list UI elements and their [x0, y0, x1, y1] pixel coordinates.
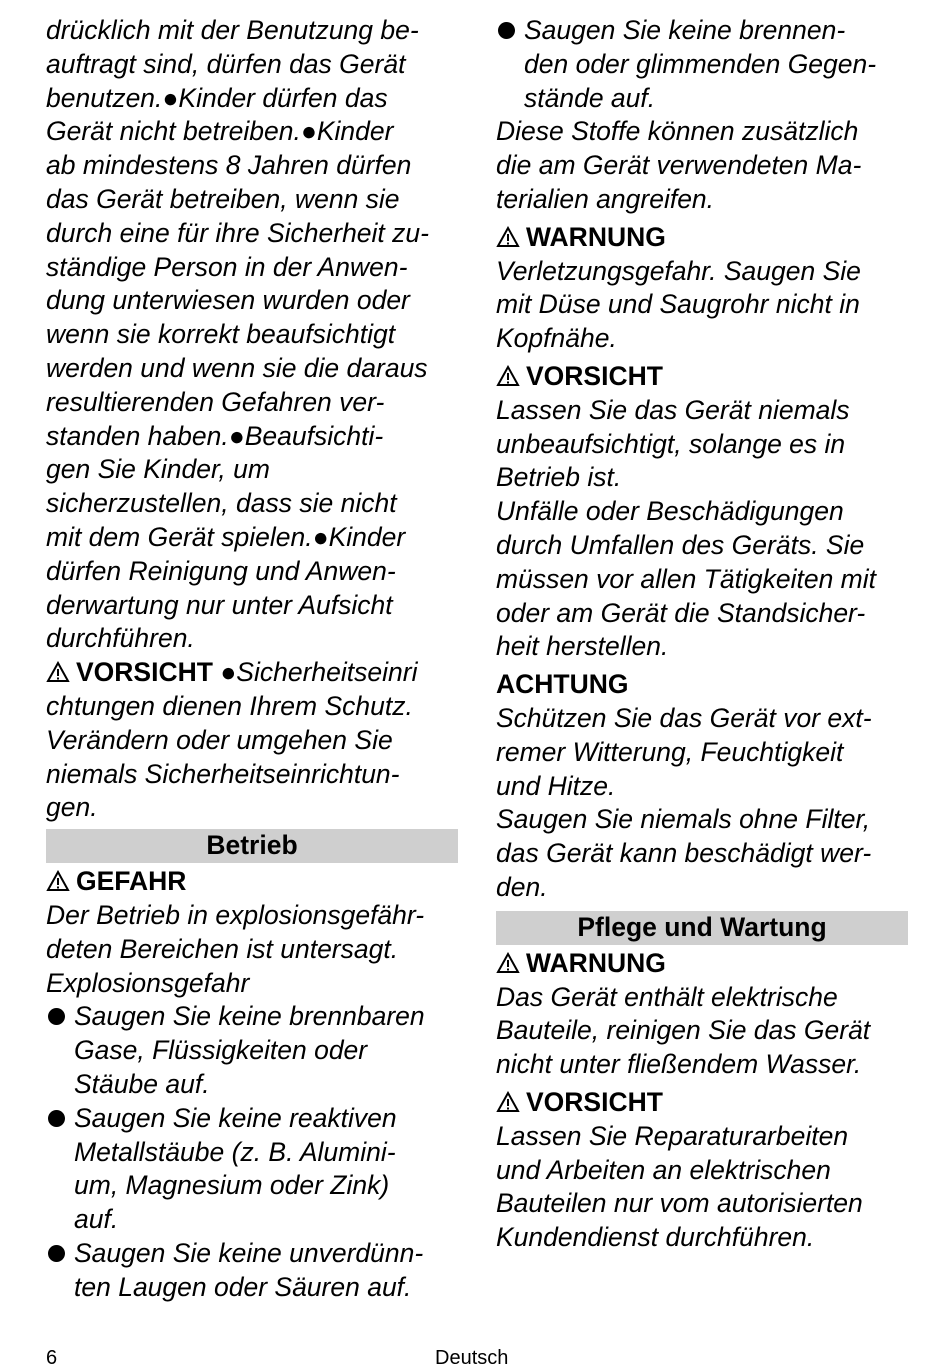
bullet-text-line: [46, 1102, 458, 1136]
list-item: [46, 1000, 458, 1101]
text-line: Betrieb ist.: [496, 462, 622, 493]
text-line: Bauteile, reinigen Sie das Gerät: [496, 1015, 871, 1046]
bullet-dot-icon: [48, 1008, 65, 1025]
text-line: Explosionsgefahr: [46, 967, 250, 998]
achtung-paragraph: [496, 702, 908, 905]
bullet-text-line: [46, 1000, 458, 1034]
text-line: Lassen Sie das Gerät niemals: [496, 394, 850, 425]
bullet-text: Metallstäube (z. B. Alumini-: [74, 1136, 396, 1167]
vorsicht-label: VORSICHT: [76, 657, 213, 688]
warnung-label: WARNUNG: [526, 221, 666, 252]
text-line: unbeaufsichtigt, solange es in: [496, 428, 846, 459]
text-line: niemals Sicherheitseinrichtun-: [46, 758, 400, 789]
page-number: 6: [46, 1347, 58, 1369]
text-line: ab mindestens 8 Jahren dürfen: [46, 150, 412, 181]
text-line: gen.: [46, 792, 98, 823]
text-line: werden und wenn sie die daraus: [46, 352, 428, 383]
bullet-text: Saugen Sie keine reaktiven: [74, 1102, 397, 1133]
bullet-text: Saugen Sie keine brennbaren: [74, 1001, 425, 1032]
list-item: [46, 1102, 458, 1237]
warning-triangle-icon: [496, 1091, 520, 1113]
achtung-heading: ACHTUNG: [496, 669, 629, 700]
text-line: benutzen.●Kinder dürfen das: [46, 82, 388, 113]
gefahr-heading: [46, 865, 458, 899]
bullet-text-line: [496, 48, 908, 82]
text-line: durchführen.: [46, 623, 195, 654]
text-line: Bauteilen nur vom autorisierten: [496, 1188, 863, 1219]
bullet-dot-icon: [48, 1245, 65, 1262]
vorsicht-label: VORSICHT: [526, 360, 663, 391]
vorsicht-paragraph-left: [46, 690, 458, 825]
text-line: dürfen Reinigung und Anwen-: [46, 555, 396, 586]
section-header-betrieb: Betrieb: [46, 829, 458, 863]
bullet-text: Stäube auf.: [74, 1068, 210, 1099]
text-line: Verändern oder umgehen Sie: [46, 724, 393, 755]
gefahr-label: GEFAHR: [76, 866, 187, 897]
vorsicht-label: VORSICHT: [526, 1086, 663, 1117]
bullet-text-line: [496, 14, 908, 48]
text-line: Saugen Sie niemals ohne Filter,: [496, 804, 871, 835]
text-line: Schützen Sie das Gerät vor ext-: [496, 702, 872, 733]
section-header-pflege: Pflege und Wartung: [496, 911, 908, 945]
text-line: heit herstellen.: [496, 631, 669, 662]
text-line: auftragt sind, dürfen das Gerät: [46, 48, 406, 79]
text-line: standen haben.●Beaufsichti-: [46, 420, 384, 451]
warnung-paragraph-2: [496, 981, 908, 1082]
text-line: das Gerät betreiben, wenn sie: [46, 183, 400, 214]
text-line: durch Umfallen des Geräts. Sie: [496, 529, 865, 560]
bullet-text: Saugen Sie keine unverdünn-: [74, 1237, 424, 1268]
bullet-text-line: [46, 1271, 458, 1305]
bullet-text: um, Magnesium oder Zink): [74, 1170, 390, 1201]
text-line: terialien angreifen.: [496, 183, 715, 214]
vorsicht-paragraph-1: [496, 394, 908, 664]
warnung-heading-2: [496, 947, 908, 981]
intro-paragraph: [46, 14, 458, 656]
footer-language: Deutsch: [435, 1347, 509, 1369]
warnung-paragraph-1: [496, 255, 908, 356]
bullet-list-right: [496, 14, 908, 115]
text-line: drücklich mit der Benutzung be-: [46, 15, 419, 45]
warnung-label: WARNUNG: [526, 947, 666, 978]
bullet-text: auf.: [74, 1204, 119, 1235]
text-line: die am Gerät verwendeten Ma-: [496, 150, 862, 181]
text-line: deten Bereichen ist untersagt.: [46, 933, 399, 964]
right-column: [496, 14, 908, 1255]
materials-paragraph: [496, 115, 908, 216]
text-line: gen Sie Kinder, um: [46, 454, 270, 485]
text-line: Unfälle oder Beschädigungen: [496, 496, 844, 527]
gefahr-paragraph: [46, 899, 458, 1000]
list-item: [46, 1237, 458, 1305]
text-line: und Arbeiten an elektrischen: [496, 1154, 831, 1185]
vorsicht-heading-1: [496, 360, 908, 394]
text-line: mit dem Gerät spielen.●Kinder: [46, 521, 406, 552]
bullet-dot-icon: [48, 1110, 65, 1127]
text-line: mit Düse und Saugrohr nicht in: [496, 289, 860, 320]
text-line: Das Gerät enthält elektrische: [496, 981, 838, 1012]
text-line: und Hitze.: [496, 770, 616, 801]
vorsicht-inline-text: ●Sicherheitseinri: [212, 657, 418, 688]
text-line: Gerät nicht betreiben.●Kinder: [46, 116, 394, 147]
text-line: Der Betrieb in explosionsgefähr-: [46, 899, 425, 930]
bullet-list-left: [46, 1000, 458, 1304]
text-line: oder am Gerät die Standsicher-: [496, 597, 866, 628]
text-line: wenn sie korrekt beaufsichtigt: [46, 319, 396, 350]
text-line: das Gerät kann beschädigt wer-: [496, 838, 872, 869]
text-line: Verletzungsgefahr. Saugen Sie: [496, 255, 861, 286]
text-line: ständige Person in der Anwen-: [46, 251, 408, 282]
bullet-text: Gase, Flüssigkeiten oder: [74, 1035, 368, 1066]
bullet-text-line: [496, 82, 908, 116]
text-line: Lassen Sie Reparaturarbeiten: [496, 1120, 849, 1151]
bullet-dot-icon: [498, 22, 515, 39]
list-item: [496, 14, 908, 115]
bullet-text-line: [46, 1203, 458, 1237]
text-line: Kopfnähe.: [496, 323, 617, 354]
text-line: resultierenden Gefahren ver-: [46, 386, 385, 417]
left-column: [46, 14, 458, 1304]
vorsicht-paragraph-2: [496, 1120, 908, 1255]
warning-triangle-icon: [496, 952, 520, 974]
vorsicht-heading-2: [496, 1086, 908, 1120]
bullet-text: Saugen Sie keine brennen-: [524, 15, 846, 45]
text-line: müssen vor allen Tätigkeiten mit: [496, 563, 876, 594]
bullet-text-line: [46, 1169, 458, 1203]
bullet-text-line: [46, 1034, 458, 1068]
text-line: chtungen dienen Ihrem Schutz.: [46, 690, 413, 721]
text-line: den.: [496, 871, 548, 902]
bullet-text-line: [46, 1237, 458, 1271]
text-line: Diese Stoffe können zusätzlich: [496, 116, 859, 147]
text-line: remer Witterung, Feuchtigkeit: [496, 736, 844, 767]
warning-triangle-icon: [46, 870, 70, 892]
text-line: derwartung nur unter Aufsicht: [46, 589, 393, 620]
warning-triangle-icon: [496, 365, 520, 387]
text-line: nicht unter fließendem Wasser.: [496, 1049, 862, 1080]
bullet-text-line: [46, 1068, 458, 1102]
bullet-text: ten Laugen oder Säuren auf.: [74, 1271, 412, 1302]
text-line: durch eine für ihre Sicherheit zu-: [46, 217, 429, 248]
warning-triangle-icon: [496, 226, 520, 248]
vorsicht-heading-left: [46, 656, 458, 690]
text-line: dung unterwiesen wurden oder: [46, 285, 410, 316]
text-line: Kundendienst durchführen.: [496, 1222, 815, 1253]
bullet-text: den oder glimmenden Gegen-: [524, 48, 877, 79]
bullet-text-line: [46, 1136, 458, 1170]
bullet-text: stände auf.: [524, 82, 656, 113]
warning-triangle-icon: [46, 661, 70, 683]
warnung-heading-1: [496, 221, 908, 255]
text-line: sicherzustellen, dass sie nicht: [46, 488, 397, 519]
